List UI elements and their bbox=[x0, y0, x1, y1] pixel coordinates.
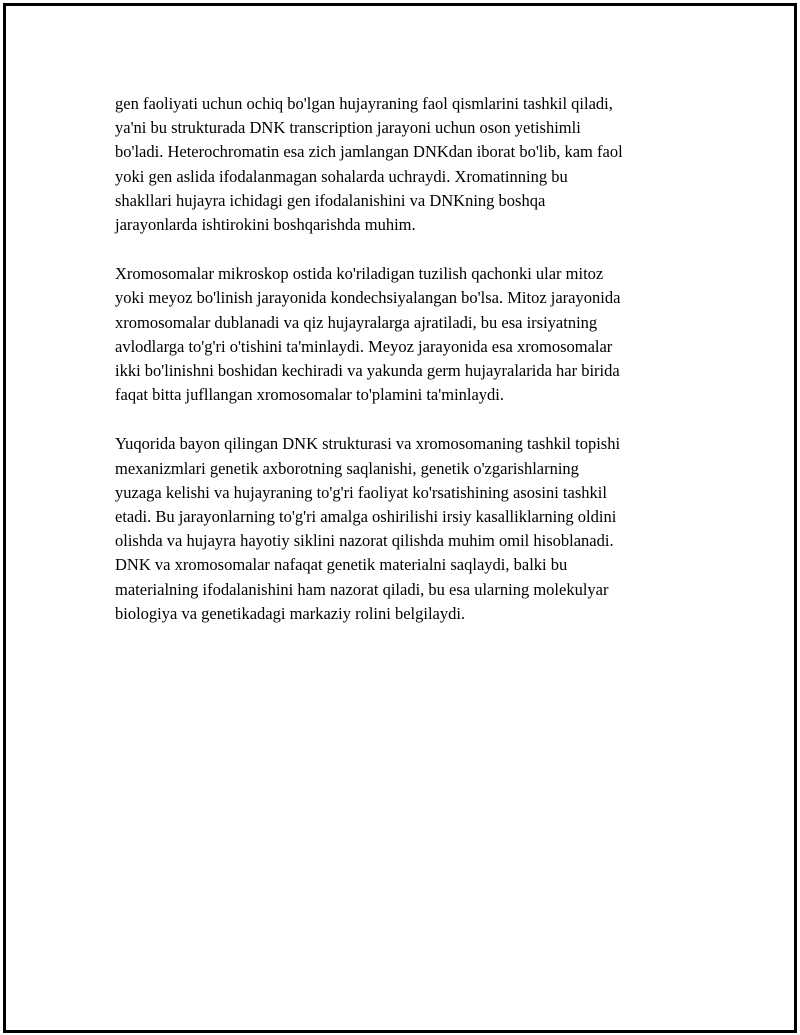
text-line: ikki bo'linishni boshidan kechiradi va yakunda germ hujayralarida har birida bbox=[115, 361, 620, 381]
text-line: olishda va hujayra hayotiy siklini nazorat qilishda muhim omil hisoblanadi. bbox=[115, 531, 614, 551]
text-line: yoki gen aslida ifodalanmagan sohalarda uchraydi. Xromatinning bu bbox=[115, 166, 568, 186]
text-line: biologiya va genetikadagi markaziy rolini belgilaydi. bbox=[115, 603, 466, 623]
text-line: DNK va xromosomalar nafaqat genetik materialni saqlaydi, balki bu bbox=[115, 555, 568, 575]
text-line: bo'ladi. Heterochromatin esa zich jamlangan DNKdan iborat bo'lib, kam faol bbox=[115, 142, 623, 162]
text-line: xromosomalar dublanadi va qiz hujayralarga ajratiladi, bu esa irsiyatning bbox=[115, 312, 598, 332]
text-line: yuzaga kelishi va hujayraning to'g'ri faoliyat ko'rsatishining asosini tashkil bbox=[115, 482, 607, 502]
text-line: jarayonlarda ishtirokini boshqarishda muhim. bbox=[115, 215, 416, 235]
paragraph-chromatin bbox=[115, 92, 690, 237]
text-line: Yuqorida bayon qilingan DNK strukturasi va xromosomaning tashkil topishi bbox=[115, 434, 621, 454]
paragraph-chromosome-division bbox=[115, 262, 690, 407]
document-body bbox=[115, 92, 690, 651]
text-line: mexanizmlari genetik axborotning saqlanishi, genetik o'zgarishlarning bbox=[115, 458, 579, 478]
text-line: materialning ifodalanishini ham nazorat qiladi, bu esa ularning molekulyar bbox=[115, 579, 609, 599]
text-line: shakllari hujayra ichidagi gen ifodalanishini va DNKning boshqa bbox=[115, 190, 546, 210]
text-line: etadi. Bu jarayonlarning to'g'ri amalga oshirilishi irsiy kasalliklarning oldini bbox=[115, 507, 617, 527]
text-line: yoki meyoz bo'linish jarayonida kondechsiyalangan bo'lsa. Mitoz jarayonida bbox=[115, 288, 621, 308]
text-line: gen faoliyati uchun ochiq bo'lgan hujayraning faol qismlarini tashkil qiladi, bbox=[115, 94, 613, 113]
text-line: Xromosomalar mikroskop ostida ko'riladigan tuzilish qachonki ular mitoz bbox=[115, 264, 604, 284]
text-line: faqat bitta jufllangan xromosomalar to'plamini ta'minlaydi. bbox=[115, 385, 505, 405]
text-line: ya'ni bu strukturada DNK transcription jarayoni uchun oson yetishimli bbox=[115, 118, 581, 138]
text-line: avlodlarga to'g'ri o'tishini ta'minlaydi. Meyoz jarayonida esa xromosomalar bbox=[115, 336, 613, 356]
paragraph-conclusion bbox=[115, 432, 690, 626]
